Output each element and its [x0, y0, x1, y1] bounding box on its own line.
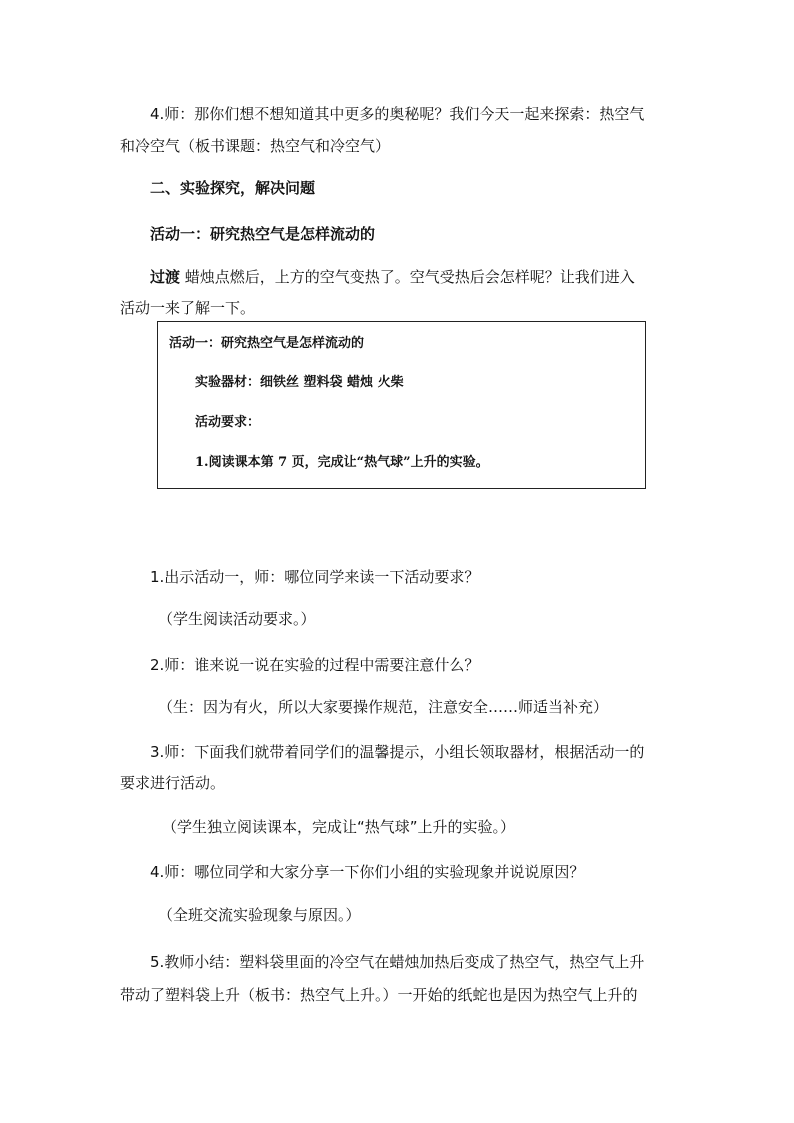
transition-text: 蜡烛点燃后，上方的空气变热了。空气受热后会怎样呢？让我们进入: [184, 268, 635, 286]
step-1: 1.出示活动一，师：哪位同学来读一下活动要求？: [150, 568, 480, 586]
step-4: 4.师：哪位同学和大家分享一下你们小组的实验现象并说说原因？: [150, 863, 585, 881]
activity-box: [157, 321, 646, 489]
activity-box-title: 活动一：研究热空气是怎样流动的: [169, 336, 365, 351]
step-5-line-1: 5.教师小结：塑料袋里面的冷空气在蜡烛加热后变成了热空气，热空气上升: [150, 953, 645, 971]
paragraph-intro-line-1: 4.师：那你们想不想知道其中更多的奥秘呢？我们今天一起来探索：热空气: [150, 105, 645, 123]
activity-box-requirement-1: 1.阅读课本第 7 页，完成让“热气球”上升的实验。: [195, 455, 489, 470]
step-4-note: （全班交流实验现象与原因。）: [158, 906, 361, 924]
transition-label: 过渡: [150, 268, 181, 286]
activity-box-materials: 实验器材：细铁丝 塑料袋 蜡烛 火柴: [195, 375, 404, 390]
step-2: 2.师：谁来说一说在实验的过程中需要注意什么？: [150, 656, 480, 674]
transition-line-1: [150, 267, 635, 287]
activity-heading: 活动一：研究热空气是怎样流动的: [150, 225, 376, 243]
transition-line-2: 活动一来了解一下。: [120, 299, 256, 317]
step-3-note: （学生独立阅读课本，完成让“热气球”上升的实验。）: [162, 818, 516, 836]
step-5-line-2: 带动了塑料袋上升（板书：热空气上升。）一开始的纸蛇也是因为热空气上升的: [120, 986, 638, 1004]
step-1-note: （学生阅读活动要求。）: [158, 610, 316, 628]
step-2-note: （生：因为有火，所以大家要操作规范，注意安全……师适当补充）: [158, 698, 609, 716]
step-3-line-1: 3.师：下面我们就带着同学们的温馨提示，小组长领取器材，根据活动一的: [150, 743, 645, 761]
step-3-line-2: 要求进行活动。: [120, 774, 226, 792]
section-heading: 二、实验探究，解决问题: [150, 179, 316, 197]
activity-box-requirements-label: 活动要求：: [195, 415, 261, 430]
paragraph-intro-line-2: 和冷空气（板书课题：热空气和冷空气）: [120, 137, 391, 155]
